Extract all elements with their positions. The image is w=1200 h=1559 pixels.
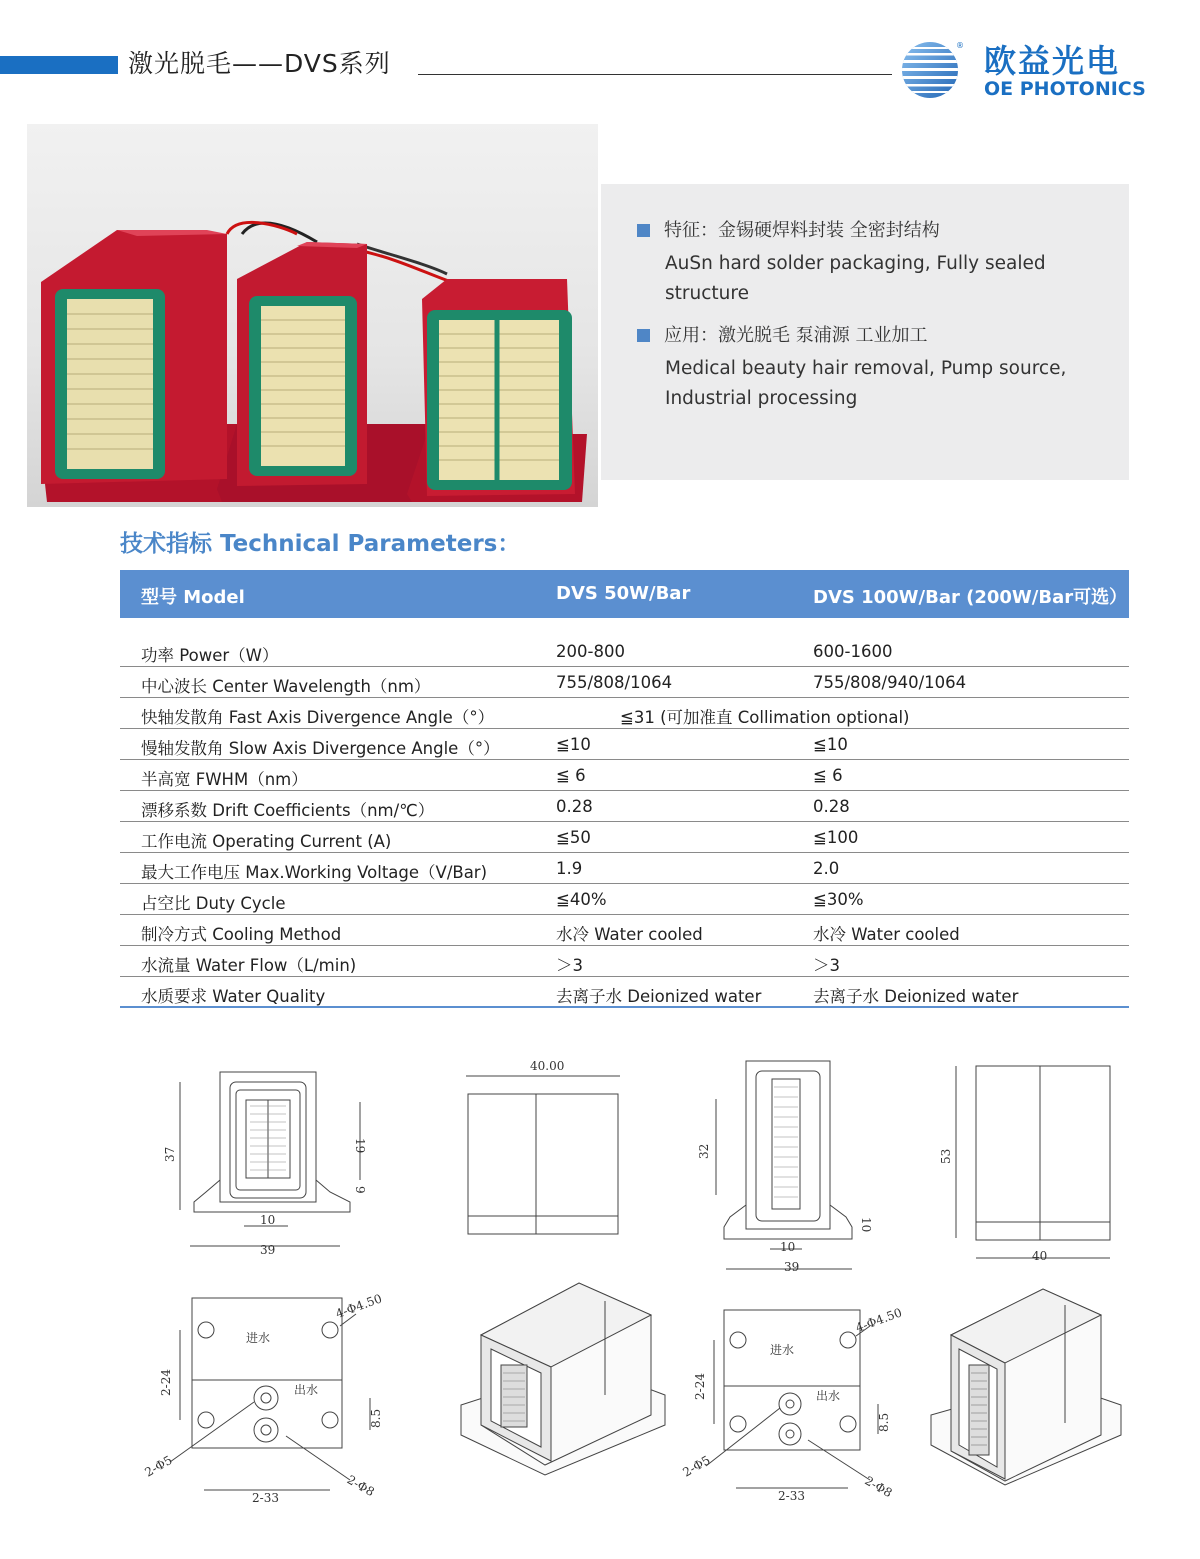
registered-mark: ® xyxy=(956,41,964,50)
dim-9: 9 xyxy=(353,1186,367,1194)
globe-logo-icon xyxy=(900,38,964,102)
dim-8-5-100w: 8.5 xyxy=(877,1412,891,1432)
dim-40: 40.00 xyxy=(530,1059,565,1073)
table-row: 工作电流 Operating Current (A) ≦50 ≦100 xyxy=(120,822,1129,853)
table-row: 中心波长 Center Wavelength（nm） 755/808/1064 755/808/940/1064 xyxy=(120,667,1129,698)
dim-10-bottom: 10 xyxy=(780,1240,796,1254)
table-row: 制冷方式 Cooling Method 水冷 Water cooled 水冷 Water cooled xyxy=(120,915,1129,946)
table-row: 慢轴发散角 Slow Axis Divergence Angle（°） ≦10 ≦10 xyxy=(120,729,1129,760)
dim-2-33: 2-33 xyxy=(252,1491,279,1505)
table-row: 功率 Power（W） 200-800 600-1600 xyxy=(120,636,1129,667)
water-outlet-label-100w: 出水 xyxy=(816,1389,841,1403)
dim-53: 53 xyxy=(939,1148,953,1164)
dim-2-24-100w: 2-24 xyxy=(693,1373,707,1400)
table-header xyxy=(120,570,1129,618)
application-heading: 应用：激光脱毛 泵浦源 工业加工 xyxy=(637,321,927,347)
drawing-isometric-100w xyxy=(925,1285,1130,1500)
drawing-side-view-50w xyxy=(460,1050,630,1240)
bullet-square-icon xyxy=(637,329,650,342)
drawing-bottom-view-100w xyxy=(680,1300,940,1510)
header-dvs100: DVS 100W/Bar (200W/Bar可选） xyxy=(813,587,1128,608)
section-title: 技术指标 Technical Parameters： xyxy=(120,531,521,557)
product-photo xyxy=(27,124,598,507)
water-inlet-label-100w: 进水 xyxy=(770,1343,795,1357)
drawing-front-view-100w xyxy=(690,1055,873,1275)
hole-spec-label: 4-Φ4.50 xyxy=(333,1291,384,1322)
dim-8-5: 8.5 xyxy=(369,1408,383,1428)
header-dvs50: DVS 50W/Bar xyxy=(556,583,691,604)
table-row: 半高宽 FWHM（nm） ≦ 6 ≦ 6 xyxy=(120,760,1129,791)
bullet-square-icon xyxy=(637,224,650,237)
table-row: 最大工作电压 Max.Working Voltage（V/Bar) 1.9 2.0 xyxy=(120,853,1129,884)
page-title: 激光脱毛——DVS系列 xyxy=(128,49,391,78)
dim-2-phi5: 2-Φ5 xyxy=(142,1452,175,1480)
table-bottom-rule xyxy=(120,1006,1129,1008)
table-row: 水质要求 Water Quality 去离子水 Deionized water 去离子水 Deionized water xyxy=(141,987,1019,1006)
table-row: 占空比 Duty Cycle ≦40% ≦30% xyxy=(120,884,1129,915)
dim-2-33-100w: 2-33 xyxy=(778,1489,805,1503)
header-model: 型号 Model xyxy=(141,587,245,608)
dim-2-phi8: 2-Φ8 xyxy=(344,1472,377,1500)
application-description: Medical beauty hair removal, Pump source, Industrial processing xyxy=(665,358,1067,409)
dim-10: 10 xyxy=(260,1213,276,1227)
table-row: 快轴发散角 Fast Axis Divergence Angle（°） ≦31 (可加准直 Collimation optional) xyxy=(120,698,1129,729)
logo-english: OE PHOTONICS xyxy=(984,78,1146,100)
drawing-front-view-50w xyxy=(160,1060,380,1260)
header-accent-bar xyxy=(0,56,118,74)
dim-height-37: 37 xyxy=(163,1146,177,1162)
feature-description: AuSn hard solder packaging, Fully sealed structure xyxy=(665,253,1046,304)
hole-spec-label-100w: 4-Φ4.50 xyxy=(853,1305,904,1336)
dim-39: 39 xyxy=(260,1243,276,1257)
header-rule xyxy=(418,74,892,75)
dim-2-24: 2-24 xyxy=(159,1369,173,1396)
drawing-bottom-view-50w xyxy=(140,1290,430,1510)
feature-heading: 特征：金锡硬焊料封装 全密封结构 xyxy=(637,216,940,242)
water-outlet-label: 出水 xyxy=(294,1383,319,1397)
dim-2-phi8-100w: 2-Φ8 xyxy=(862,1473,895,1501)
dim-39-bottom: 39 xyxy=(784,1260,800,1274)
dim-19: 19 xyxy=(353,1138,367,1154)
water-inlet-label: 进水 xyxy=(246,1331,271,1345)
features-panel xyxy=(601,184,1129,480)
logo-chinese: 欧益光电 xyxy=(984,42,1121,80)
table-row: 漂移系数 Drift Coefficients（nm/℃） 0.28 0.28 xyxy=(120,791,1129,822)
dim-32: 32 xyxy=(697,1143,711,1159)
dim-10-right: 10 xyxy=(859,1217,873,1233)
drawing-isometric-50w xyxy=(455,1275,675,1500)
table-row: 水流量 Water Flow（L/min) ＞3 ＞3 xyxy=(120,946,1129,977)
drawing-side-view-100w xyxy=(940,1058,1120,1268)
dim-2-phi5-100w: 2-Φ5 xyxy=(680,1452,713,1480)
dim-40-bottom: 40 xyxy=(1032,1249,1048,1263)
